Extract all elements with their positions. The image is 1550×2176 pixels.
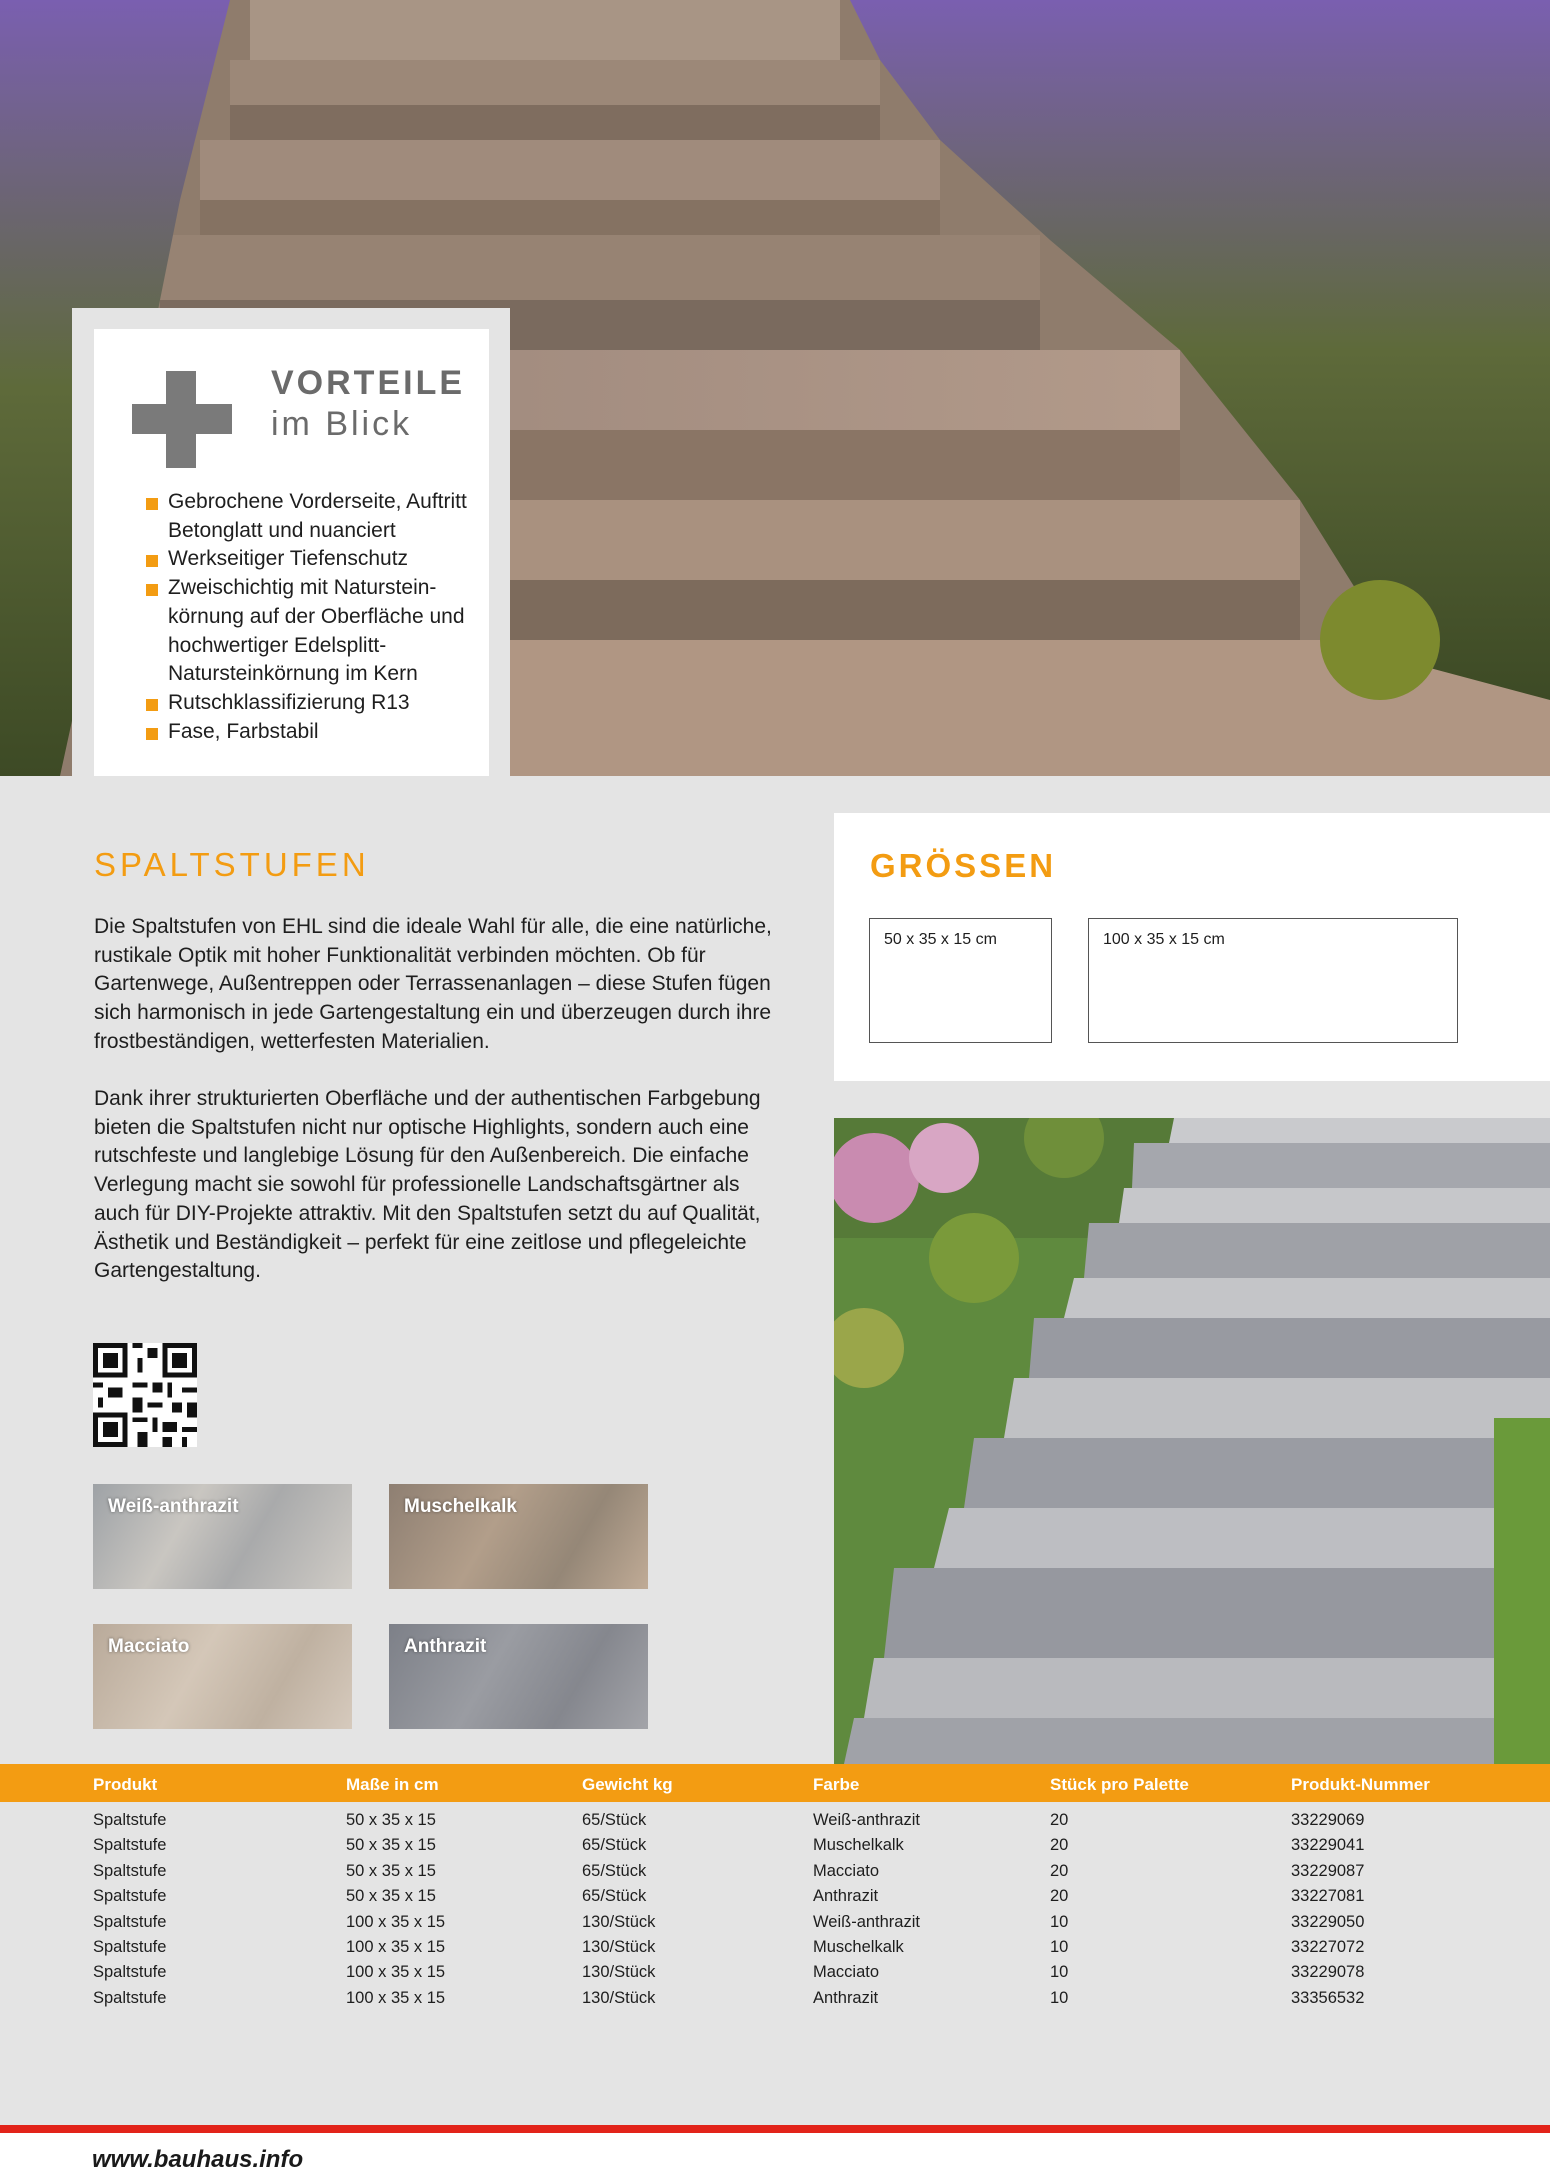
- table-row: [0, 1963, 1550, 1989]
- table-cell-stueck: 10: [1050, 1963, 1069, 1982]
- table-cell-masse: 100 x 35 x 15: [346, 1912, 446, 1931]
- footer-divider: [0, 2125, 1550, 2133]
- table-cell-produkt: Spaltstufe: [93, 1811, 167, 1829]
- sizes-title: GRÖSSEN: [870, 847, 1057, 884]
- table-cell-stueck: 10: [1050, 1988, 1069, 2007]
- column-header-masse: Maße in cm: [346, 1775, 439, 1794]
- table-cell-farbe: Anthrazit: [813, 1988, 879, 2007]
- table-cell-produktnummer: 33227081: [1291, 1887, 1365, 1906]
- column-header-farbe: Farbe: [813, 1775, 860, 1794]
- table-cell-produkt: Spaltstufe: [93, 1938, 167, 1956]
- table-cell-farbe: Macciato: [813, 1963, 880, 1982]
- plus-icon-bar: [132, 404, 232, 434]
- table-cell-produkt: Spaltstufe: [93, 1988, 167, 2007]
- swatch-label: Weiß-anthrazit: [108, 1496, 239, 1517]
- page-title: SPALTSTUFEN: [94, 846, 370, 883]
- table-cell-farbe: Anthrazit: [813, 1887, 879, 1906]
- table-cell-masse: 100 x 35 x 15: [346, 1988, 446, 2007]
- detail-paragraph: Dank ihrer strukturierten Oberfläche und der authentischen Farbgebung bieten die Spaltstufen nicht nur optische Highlights, sondern auch eine rutschfeste und langlebige Lösung für den Außenbereich. Die einfache Verlegung macht sie sowohl für professionelle Landschaftsgärtner als auch für DIY-Projekte attraktiv. Mit den Spaltstufen setzt du auf Qualität, Ästhetik und Beständigkeit – perfekt für eine zeitlose und pflegeleichte Gartengestaltung.: [94, 1087, 761, 1283]
- table-cell-produktnummer: 33229087: [1291, 1861, 1365, 1880]
- advantages-list: [146, 488, 486, 746]
- color-swatch-weiss-anthrazit: [93, 1484, 352, 1589]
- table-cell-farbe: Weiß-anthrazit: [813, 1912, 920, 1931]
- column-header-gewicht: Gewicht kg: [582, 1775, 673, 1794]
- table-cell-produkt: Spaltstufe: [93, 1861, 167, 1880]
- table-cell-farbe: Weiß-anthrazit: [813, 1811, 920, 1829]
- table-row: [0, 1811, 1550, 1837]
- table-cell-stueck: 20: [1050, 1836, 1069, 1855]
- advantages-title: VORTEILE: [271, 364, 466, 402]
- table-cell-stueck: 20: [1050, 1811, 1069, 1829]
- intro-paragraph: Die Spaltstufen von EHL sind die ideale Wahl für alle, die eine natürliche, rustikale Optik mit hoher Funktionalität verbinden möchten. Ob für Gartenwege, Außentreppen oder Terrassenanlagen – diese Stufen fügen sich harmonisch in jede Gartengestaltung ein und überzeugen durch ihre frostbeständigen, wetterfesten Materialien.: [94, 915, 772, 1053]
- size-label: 100 x 35 x 15 cm: [1103, 931, 1225, 948]
- table-cell-produktnummer: 33356532: [1291, 1988, 1365, 2007]
- table-cell-produktnummer: 33229050: [1291, 1912, 1365, 1931]
- table-row: [0, 1913, 1550, 1939]
- advantages-subtitle: im Blick: [271, 405, 413, 443]
- advantage-item: Rutschklassifizierung R13: [146, 689, 486, 718]
- qr-code[interactable]: [93, 1343, 197, 1447]
- table-cell-gewicht: 130/Stück: [582, 1912, 656, 1931]
- size-card-small: [869, 918, 1052, 1043]
- table-cell-gewicht: 65/Stück: [582, 1861, 647, 1880]
- table-row: [0, 1887, 1550, 1913]
- table-cell-gewicht: 65/Stück: [582, 1836, 647, 1855]
- advantage-item: Fase, Farbstabil: [146, 718, 486, 747]
- table-row: [0, 1938, 1550, 1964]
- advantage-item: Gebrochene Vorderseite, Auftritt Betonglatt und nuanciert: [146, 488, 486, 545]
- table-cell-masse: 100 x 35 x 15: [346, 1963, 446, 1982]
- table-cell-produktnummer: 33229078: [1291, 1963, 1365, 1982]
- column-header-produktnummer: Produkt-Nummer: [1291, 1775, 1430, 1794]
- color-swatch-muschelkalk: [389, 1484, 648, 1589]
- table-cell-masse: 50 x 35 x 15: [346, 1887, 436, 1906]
- table-cell-produktnummer: 33229041: [1291, 1836, 1365, 1855]
- advantage-item: Werkseitiger Tiefenschutz: [146, 545, 486, 574]
- color-swatch-anthrazit: [389, 1624, 648, 1729]
- table-cell-stueck: 10: [1050, 1938, 1069, 1956]
- table-row: [0, 1836, 1550, 1862]
- table-cell-stueck: 20: [1050, 1861, 1069, 1880]
- table-cell-farbe: Macciato: [813, 1861, 880, 1880]
- table-cell-stueck: 20: [1050, 1887, 1069, 1906]
- table-cell-produkt: Spaltstufe: [93, 1912, 167, 1931]
- garden-stairs-photo: [834, 1118, 1550, 1764]
- table-cell-gewicht: 130/Stück: [582, 1938, 656, 1956]
- table-row: [0, 1989, 1550, 2015]
- advantage-item: Zweischichtig mit Natursteinkörnung auf der Oberfläche und hochwertiger Edelsplitt-Natursteinkörnung im Kern: [146, 574, 486, 689]
- table-cell-masse: 50 x 35 x 15: [346, 1861, 436, 1880]
- table-cell-gewicht: 130/Stück: [582, 1963, 656, 1982]
- table-cell-produkt: Spaltstufe: [93, 1887, 167, 1906]
- table-cell-gewicht: 65/Stück: [582, 1887, 647, 1906]
- footer-url[interactable]: www.bauhaus.info: [92, 2146, 304, 2173]
- table-cell-produkt: Spaltstufe: [93, 1836, 167, 1855]
- table-row: [0, 1862, 1550, 1888]
- table-cell-masse: 50 x 35 x 15: [346, 1836, 436, 1855]
- column-header-produkt: Produkt: [93, 1775, 158, 1794]
- table-cell-gewicht: 65/Stück: [582, 1811, 647, 1829]
- table-cell-farbe: Muschelkalk: [813, 1938, 904, 1956]
- table-cell-masse: 50 x 35 x 15: [346, 1811, 436, 1829]
- column-header-stueck: Stück pro Palette: [1050, 1775, 1189, 1794]
- size-card-large: [1088, 918, 1458, 1043]
- size-label: 50 x 35 x 15 cm: [884, 931, 997, 948]
- swatch-label: Anthrazit: [404, 1636, 487, 1657]
- swatch-label: Macciato: [108, 1636, 190, 1657]
- table-cell-produktnummer: 33227072: [1291, 1938, 1365, 1956]
- table-cell-stueck: 10: [1050, 1912, 1069, 1931]
- swatch-label: Muschelkalk: [404, 1496, 517, 1517]
- table-cell-masse: 100 x 35 x 15: [346, 1938, 446, 1956]
- table-cell-produktnummer: 33229069: [1291, 1811, 1365, 1829]
- color-swatch-macciato: [93, 1624, 352, 1729]
- table-cell-farbe: Muschelkalk: [813, 1836, 904, 1855]
- table-cell-produkt: Spaltstufe: [93, 1963, 167, 1982]
- table-cell-gewicht: 130/Stück: [582, 1988, 656, 2007]
